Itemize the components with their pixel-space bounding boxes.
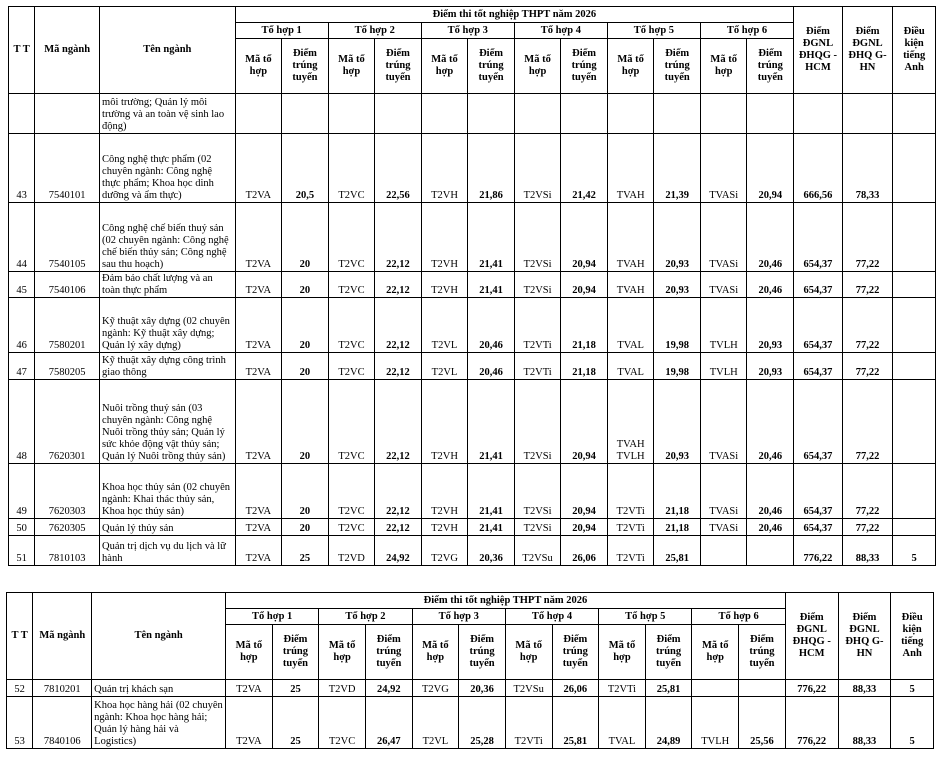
- combo-score: 20,94: [561, 380, 608, 464]
- major-name: Quản trị khách sạn: [92, 680, 226, 697]
- combo-code: T2VSi: [514, 203, 561, 272]
- combo-score: 26,06: [552, 680, 599, 697]
- hcm-score: 654,37: [794, 353, 843, 380]
- major-code: 7620303: [35, 464, 100, 519]
- table-row: [9, 298, 936, 353]
- header-combo-4: Tổ hợp 4: [514, 23, 607, 39]
- combo-code: T2VC: [328, 380, 375, 464]
- combo-code: T2VH: [421, 519, 468, 536]
- combo-code: TVAL: [607, 353, 654, 380]
- header-combo-code: Mã tổ hợp: [412, 625, 459, 680]
- header-combo-1: Tổ hợp 1: [226, 609, 319, 625]
- english-requirement: 5: [893, 536, 936, 566]
- hn-score: 78,33: [842, 134, 893, 203]
- major-code: 7540105: [35, 203, 100, 272]
- hn-score: 88,33: [838, 680, 891, 697]
- header-combo-3: Tổ hợp 3: [412, 609, 505, 625]
- combo-code: T2VTi: [607, 536, 654, 566]
- combo-score: 22,56: [375, 134, 422, 203]
- header-combo-1: Tổ hợp 1: [235, 23, 328, 39]
- combo-code: T2VH: [421, 380, 468, 464]
- header-combo-code: Mã tổ hợp: [421, 39, 468, 94]
- combo-score: 21,18: [561, 353, 608, 380]
- combo-score: 21,18: [654, 464, 701, 519]
- major-code: 7580205: [35, 353, 100, 380]
- combo-score: 20: [282, 203, 329, 272]
- combo-score: [739, 680, 786, 697]
- english-requirement: [893, 353, 936, 380]
- combo-score: 20,46: [747, 464, 794, 519]
- combo-code: [692, 680, 739, 697]
- combo-score: 20,46: [747, 380, 794, 464]
- combo-score: 21,39: [654, 134, 701, 203]
- hcm-score: 776,22: [785, 680, 838, 697]
- combo-code: T2VA: [235, 272, 282, 298]
- hcm-score: 776,22: [785, 697, 838, 749]
- major-code: 7840106: [33, 697, 92, 749]
- header-combo-code: Mã tổ hợp: [692, 625, 739, 680]
- header-combo-2: Tổ hợp 2: [328, 23, 421, 39]
- combo-score: 21,41: [468, 464, 515, 519]
- table-header: [9, 7, 936, 94]
- combo-code: T2VA: [235, 519, 282, 536]
- combo-code: T2VTi: [607, 464, 654, 519]
- combo-code: T2VC: [328, 203, 375, 272]
- row-index: 46: [9, 298, 35, 353]
- header-combo-code: Mã tổ hợp: [328, 39, 375, 94]
- combo-score: 20,93: [747, 298, 794, 353]
- english-requirement: [893, 134, 936, 203]
- header-hn: Điểm ĐGNL ĐHQ G-HN: [842, 7, 893, 94]
- major-name: Kỹ thuật xây dựng (02 chuyên ngành: Kỹ thuật xây dựng; Quản lý xây dựng): [100, 298, 236, 353]
- combo-code: TVASi: [700, 203, 747, 272]
- table-row: [9, 134, 936, 203]
- english-requirement: [893, 464, 936, 519]
- combo-score: 20: [282, 353, 329, 380]
- major-name: môi trường; Quản lý môi trường và an toàn vệ sinh lao động): [100, 94, 236, 134]
- hcm-score: 654,37: [794, 298, 843, 353]
- combo-score: [747, 536, 794, 566]
- major-name: Đảm bảo chất lượng và an toàn thực phẩm: [100, 272, 236, 298]
- combo-code: T2VA: [235, 536, 282, 566]
- table-row: [7, 680, 934, 697]
- major-name: Khoa học thủy sản (02 chuyên ngành: Khai thác thủy sản, Khoa học thủy sản): [100, 464, 236, 519]
- combo-code: T2VSi: [514, 464, 561, 519]
- combo-code: T2VD: [328, 536, 375, 566]
- combo-score: 20: [282, 519, 329, 536]
- combo-score: 21,18: [654, 519, 701, 536]
- major-name: Nuôi trồng thuỷ sản (03 chuyên ngành: Công nghệ Nuôi trồng thủy sản; Quản lý sức khỏe động vật thủy sản; Quản lý Nuôi trồng thủy sản): [100, 380, 236, 464]
- header-exam-group: Điểm thi tốt nghiệp THPT năm 2026: [226, 593, 786, 609]
- hn-score: 77,22: [842, 380, 893, 464]
- table-row: [9, 353, 936, 380]
- combo-code: TVAH: [607, 203, 654, 272]
- header-combo-code: Mã tổ hợp: [319, 625, 366, 680]
- combo-score: 20,94: [561, 272, 608, 298]
- hn-score: 77,22: [842, 353, 893, 380]
- header-hn: Điểm ĐGNL ĐHQ G-HN: [838, 593, 891, 680]
- combo-score: 20,93: [654, 272, 701, 298]
- row-index: 52: [7, 680, 33, 697]
- combo-score: 20,93: [654, 380, 701, 464]
- row-index: 51: [9, 536, 35, 566]
- row-index: 44: [9, 203, 35, 272]
- header-combo-code: Mã tổ hợp: [235, 39, 282, 94]
- combo-code: TVAH: [607, 272, 654, 298]
- combo-code: T2VC: [328, 272, 375, 298]
- combo-code: T2VH: [421, 464, 468, 519]
- combo-code: T2VTi: [514, 298, 561, 353]
- english-requirement: [893, 380, 936, 464]
- header-combo-code: Mã tổ hợp: [226, 625, 273, 680]
- header-combo-score: Điểm trúng tuyển: [282, 39, 329, 94]
- combo-code: T2VC: [328, 464, 375, 519]
- combo-code: T2VSi: [514, 519, 561, 536]
- table-row: [9, 464, 936, 519]
- combo-score: 22,12: [375, 298, 422, 353]
- table-row: [7, 697, 934, 749]
- combo-code: TVASi: [700, 134, 747, 203]
- combo-score: 20,46: [747, 272, 794, 298]
- combo-code: T2VSu: [505, 680, 552, 697]
- combo-code: T2VSu: [514, 536, 561, 566]
- table-body-1: [9, 94, 936, 566]
- combo-score: 22,12: [375, 519, 422, 536]
- combo-score: 20,46: [468, 298, 515, 353]
- hn-score: 77,22: [842, 298, 893, 353]
- combo-score: 24,92: [365, 680, 412, 697]
- header-name: Tên ngành: [100, 7, 236, 94]
- combo-score: 26,06: [561, 536, 608, 566]
- combo-code: [607, 94, 654, 134]
- combo-code: T2VTi: [607, 519, 654, 536]
- combo-code: T2VA: [235, 353, 282, 380]
- english-requirement: [893, 94, 936, 134]
- hcm-score: 654,37: [794, 464, 843, 519]
- combo-code: T2VL: [421, 353, 468, 380]
- row-index: 47: [9, 353, 35, 380]
- table-body-2: [7, 680, 934, 749]
- english-requirement: [893, 203, 936, 272]
- row-index: 53: [7, 697, 33, 749]
- combo-code: TVASi: [700, 464, 747, 519]
- major-name: Công nghệ thực phẩm (02 chuyên ngành: Công nghệ thực phẩm; Khoa học dinh dưỡng và ẩm thực): [100, 134, 236, 203]
- combo-score: 21,41: [468, 380, 515, 464]
- hcm-score: 654,37: [794, 519, 843, 536]
- row-index: 43: [9, 134, 35, 203]
- table-row: [9, 519, 936, 536]
- combo-code: T2VTi: [599, 680, 646, 697]
- combo-code: T2VH: [421, 203, 468, 272]
- combo-code: TVAH TVLH: [607, 380, 654, 464]
- major-name: Quản trị dịch vụ du lịch và lữ hành: [100, 536, 236, 566]
- combo-code: [328, 94, 375, 134]
- table-row: [9, 536, 936, 566]
- combo-code: T2VL: [421, 298, 468, 353]
- combo-score: 20,94: [561, 464, 608, 519]
- header-combo-5: Tổ hợp 5: [599, 609, 692, 625]
- combo-code: T2VA: [235, 380, 282, 464]
- combo-score: 25: [282, 536, 329, 566]
- combo-score: [747, 94, 794, 134]
- header-combo-score: Điểm trúng tuyển: [645, 625, 692, 680]
- row-index: [9, 94, 35, 134]
- combo-code: T2VG: [412, 680, 459, 697]
- combo-score: 22,12: [375, 353, 422, 380]
- combo-score: 20,94: [561, 519, 608, 536]
- combo-code: TVASi: [700, 272, 747, 298]
- combo-score: 24,89: [645, 697, 692, 749]
- combo-score: 20: [282, 272, 329, 298]
- combo-score: [468, 94, 515, 134]
- header-english: Điều kiện tiếng Anh: [891, 593, 934, 680]
- combo-score: [561, 94, 608, 134]
- english-requirement: [893, 272, 936, 298]
- admission-score-table-part-1: [8, 6, 936, 566]
- hn-score: 77,22: [842, 464, 893, 519]
- table-header-2: [7, 593, 934, 680]
- combo-code: TVASi: [700, 380, 747, 464]
- row-index: 45: [9, 272, 35, 298]
- hcm-score: [794, 94, 843, 134]
- table-row: [9, 380, 936, 464]
- combo-score: 21,42: [561, 134, 608, 203]
- combo-code: T2VC: [328, 298, 375, 353]
- major-code: 7540101: [35, 134, 100, 203]
- major-code: 7620301: [35, 380, 100, 464]
- row-index: 48: [9, 380, 35, 464]
- header-combo-score: Điểm trúng tuyển: [272, 625, 319, 680]
- header-combo-score: Điểm trúng tuyển: [365, 625, 412, 680]
- combo-score: 25: [272, 680, 319, 697]
- combo-score: 21,18: [561, 298, 608, 353]
- combo-code: T2VL: [412, 697, 459, 749]
- header-code: Mã ngành: [33, 593, 92, 680]
- combo-score: 20,46: [747, 203, 794, 272]
- combo-code: TVASi: [700, 519, 747, 536]
- english-requirement: 5: [891, 697, 934, 749]
- header-combo-6: Tổ hợp 6: [700, 23, 793, 39]
- hn-score: 88,33: [842, 536, 893, 566]
- combo-code: T2VSi: [514, 380, 561, 464]
- combo-code: T2VA: [226, 680, 273, 697]
- major-name: Quản lý thủy sản: [100, 519, 236, 536]
- combo-score: 26,47: [365, 697, 412, 749]
- header-name: Tên ngành: [92, 593, 226, 680]
- major-name: Công nghệ chế biến thuỷ sản (02 chuyên ngành: Công nghệ chế biến thủy sản; Công nghệ sau thu hoạch): [100, 203, 236, 272]
- combo-code: T2VSi: [514, 134, 561, 203]
- header-combo-code: Mã tổ hợp: [514, 39, 561, 94]
- combo-code: T2VTi: [514, 353, 561, 380]
- combo-code: T2VC: [328, 519, 375, 536]
- combo-score: 22,12: [375, 380, 422, 464]
- combo-code: T2VA: [235, 134, 282, 203]
- combo-score: 20,94: [747, 134, 794, 203]
- english-requirement: [893, 298, 936, 353]
- combo-code: T2VTi: [505, 697, 552, 749]
- major-code: 7620305: [35, 519, 100, 536]
- header-combo-score: Điểm trúng tuyển: [375, 39, 422, 94]
- combo-code: [700, 94, 747, 134]
- combo-score: 25: [272, 697, 319, 749]
- combo-code: [514, 94, 561, 134]
- major-name: Khoa học hàng hải (02 chuyên ngành: Khoa học hàng hải; Quản lý hàng hải và Logistics): [92, 697, 226, 749]
- header-combo-5: Tổ hợp 5: [607, 23, 700, 39]
- major-code: 7580201: [35, 298, 100, 353]
- header-code: Mã ngành: [35, 7, 100, 94]
- combo-score: 20: [282, 380, 329, 464]
- combo-score: 21,41: [468, 519, 515, 536]
- header-combo-2: Tổ hợp 2: [319, 609, 412, 625]
- row-index: 49: [9, 464, 35, 519]
- english-requirement: [893, 519, 936, 536]
- combo-score: 20,93: [747, 353, 794, 380]
- combo-code: T2VG: [421, 536, 468, 566]
- combo-code: T2VA: [235, 298, 282, 353]
- combo-code: T2VC: [319, 697, 366, 749]
- combo-code: T2VD: [319, 680, 366, 697]
- combo-code: T2VA: [235, 464, 282, 519]
- hn-score: 77,22: [842, 519, 893, 536]
- combo-code: TVAL: [599, 697, 646, 749]
- combo-score: 25,81: [645, 680, 692, 697]
- combo-code: TVLH: [700, 353, 747, 380]
- combo-score: 22,12: [375, 272, 422, 298]
- major-code: 7540106: [35, 272, 100, 298]
- hcm-score: 654,37: [794, 380, 843, 464]
- combo-code: [421, 94, 468, 134]
- combo-score: 20,93: [654, 203, 701, 272]
- table-row: [9, 272, 936, 298]
- row-index: 50: [9, 519, 35, 536]
- header-hcm: Điểm ĐGNL ĐHQG -HCM: [794, 7, 843, 94]
- hcm-score: 654,37: [794, 272, 843, 298]
- combo-code: T2VH: [421, 272, 468, 298]
- combo-score: 25,81: [654, 536, 701, 566]
- combo-code: [235, 94, 282, 134]
- hn-score: 77,22: [842, 203, 893, 272]
- combo-code: T2VA: [226, 697, 273, 749]
- combo-code: TVLH: [692, 697, 739, 749]
- combo-score: 21,41: [468, 272, 515, 298]
- combo-score: 20,36: [468, 536, 515, 566]
- header-combo-code: Mã tổ hợp: [700, 39, 747, 94]
- combo-code: [700, 536, 747, 566]
- combo-score: [375, 94, 422, 134]
- header-combo-score: Điểm trúng tuyển: [552, 625, 599, 680]
- hcm-score: 666,56: [794, 134, 843, 203]
- combo-score: 20,5: [282, 134, 329, 203]
- hn-score: [842, 94, 893, 134]
- combo-score: 19,98: [654, 298, 701, 353]
- combo-code: T2VSi: [514, 272, 561, 298]
- combo-score: 19,98: [654, 353, 701, 380]
- header-hcm: Điểm ĐGNL ĐHQG -HCM: [785, 593, 838, 680]
- header-combo-code: Mã tổ hợp: [607, 39, 654, 94]
- combo-score: 25,28: [459, 697, 506, 749]
- header-combo-4: Tổ hợp 4: [505, 609, 598, 625]
- combo-score: 21,86: [468, 134, 515, 203]
- major-code: [35, 94, 100, 134]
- admission-score-table-part-2: [6, 592, 934, 749]
- hn-score: 77,22: [842, 272, 893, 298]
- combo-score: [282, 94, 329, 134]
- header-combo-3: Tổ hợp 3: [421, 23, 514, 39]
- combo-score: 20,46: [468, 353, 515, 380]
- header-combo-score: Điểm trúng tuyển: [739, 625, 786, 680]
- header-combo-score: Điểm trúng tuyển: [459, 625, 506, 680]
- header-combo-score: Điểm trúng tuyển: [654, 39, 701, 94]
- combo-score: 22,12: [375, 464, 422, 519]
- combo-code: T2VH: [421, 134, 468, 203]
- combo-code: T2VC: [328, 134, 375, 203]
- header-tt: T T: [7, 593, 33, 680]
- hn-score: 88,33: [838, 697, 891, 749]
- combo-score: 20: [282, 298, 329, 353]
- combo-score: 20,46: [747, 519, 794, 536]
- header-exam-group: Điểm thi tốt nghiệp THPT năm 2026: [235, 7, 794, 23]
- major-code: 7810201: [33, 680, 92, 697]
- header-tt: T T: [9, 7, 35, 94]
- combo-score: 21,41: [468, 203, 515, 272]
- combo-code: T2VC: [328, 353, 375, 380]
- table-row: [9, 203, 936, 272]
- combo-code: TVAL: [607, 298, 654, 353]
- combo-score: [654, 94, 701, 134]
- header-combo-score: Điểm trúng tuyển: [747, 39, 794, 94]
- hcm-score: 654,37: [794, 203, 843, 272]
- header-english: Điều kiện tiếng Anh: [893, 7, 936, 94]
- english-requirement: 5: [891, 680, 934, 697]
- hcm-score: 776,22: [794, 536, 843, 566]
- combo-score: 25,81: [552, 697, 599, 749]
- combo-score: 22,12: [375, 203, 422, 272]
- combo-score: 20: [282, 464, 329, 519]
- combo-score: 20,36: [459, 680, 506, 697]
- major-code: 7810103: [35, 536, 100, 566]
- combo-code: TVLH: [700, 298, 747, 353]
- table-row: [9, 94, 936, 134]
- combo-code: T2VA: [235, 203, 282, 272]
- header-combo-code: Mã tổ hợp: [505, 625, 552, 680]
- combo-code: TVAH: [607, 134, 654, 203]
- header-combo-score: Điểm trúng tuyển: [561, 39, 608, 94]
- combo-score: 20,94: [561, 203, 608, 272]
- major-name: Kỹ thuật xây dựng công trình giao thông: [100, 353, 236, 380]
- combo-score: 24,92: [375, 536, 422, 566]
- header-combo-6: Tổ hợp 6: [692, 609, 785, 625]
- header-combo-code: Mã tổ hợp: [599, 625, 646, 680]
- header-combo-score: Điểm trúng tuyển: [468, 39, 515, 94]
- combo-score: 25,56: [739, 697, 786, 749]
